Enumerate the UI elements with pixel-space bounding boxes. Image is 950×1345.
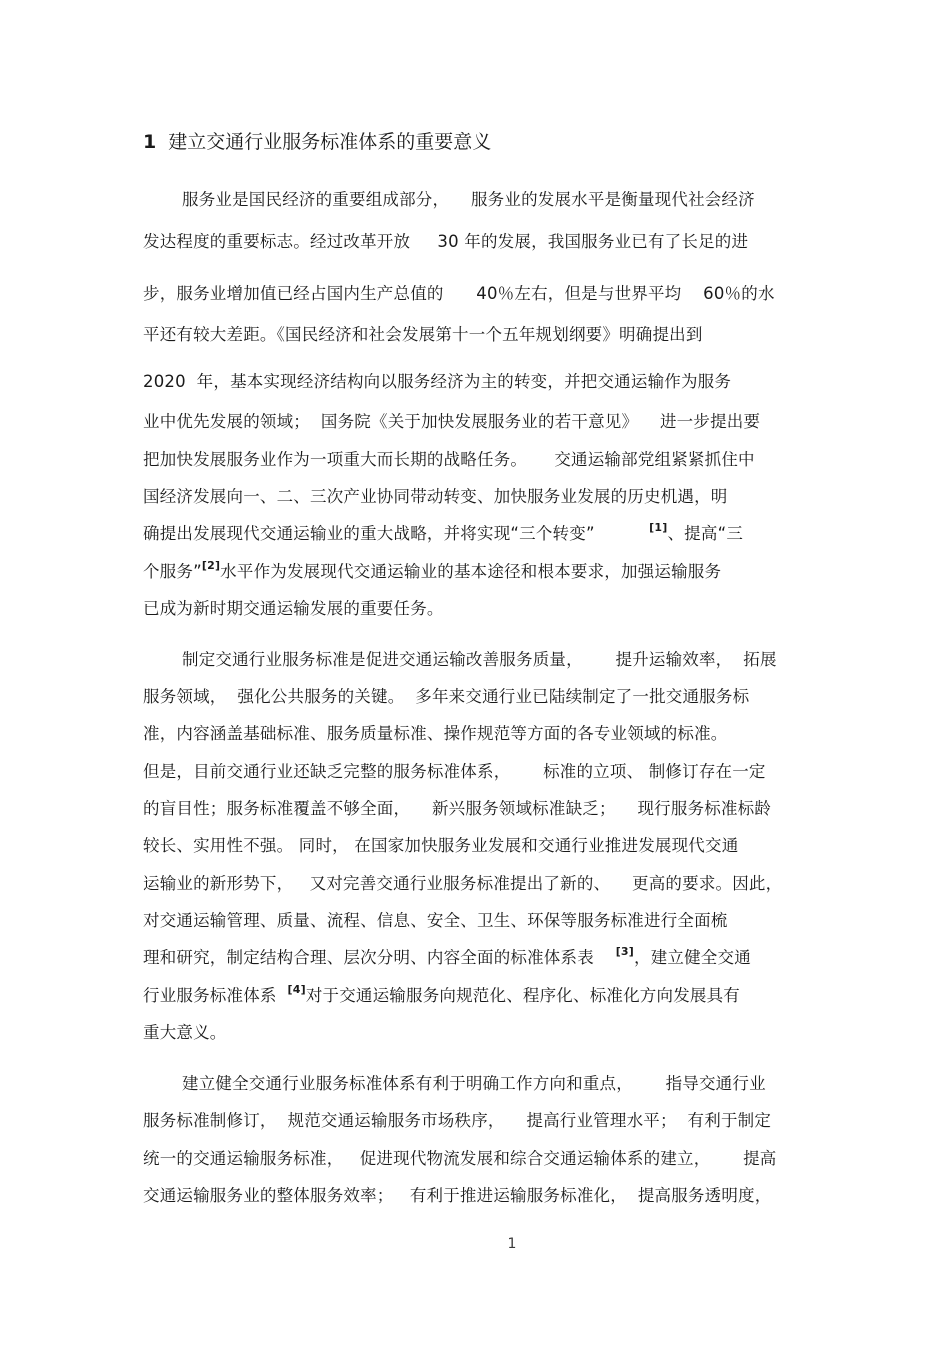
line-text: 、提高“三	[667, 524, 744, 543]
citation-ref: [3]	[615, 945, 634, 958]
line-text: 个服务”	[143, 562, 202, 581]
paragraph-line: 已成为新时期交通运输发展的重要任务。	[143, 599, 444, 618]
section-number: 1	[143, 131, 157, 153]
paragraph-line: 建立健全交通行业服务标准体系有利于明确工作方向和重点， 指导交通行业	[182, 1074, 766, 1093]
line-text: 确提出发展现代交通运输业的重大战略，并将实现“三个转变”	[143, 524, 595, 543]
section-heading	[143, 128, 491, 156]
citation-ref: [2]	[201, 559, 221, 572]
paragraph-line: 业中优先发展的领域； 国务院《关于加快发展服务业的若干意见》 进一步提出要	[143, 412, 761, 431]
paragraph-line: 服务业是国民经济的重要组成部分， 服务业的发展水平是衡量现代社会经济	[182, 190, 755, 209]
paragraph-line: 运输业的新形势下， 又对完善交通行业服务标准提出了新的、 更高的要求。因此，	[143, 874, 783, 893]
section-title: 建立交通行业服务标准体系的重要意义	[168, 131, 492, 153]
paragraph-line	[143, 984, 813, 1010]
paragraph-line: 把加快发展服务业作为一项重大而长期的战略任务。 交通运输部党组紧紧抓住中	[143, 450, 755, 469]
paragraph-line: 服务标准制修订， 规范交通运输服务市场秩序， 提高行业管理水平； 有利于制定	[143, 1111, 772, 1130]
paragraph-line: 准，内容涵盖基础标准、服务质量标准、操作规范等方面的各专业领域的标准。	[143, 724, 728, 743]
line-text: 水平作为发展现代交通运输业的基本途径和根本要求，加强运输服务	[220, 562, 722, 581]
paragraph-line	[143, 560, 813, 586]
paragraph-line: 交通运输服务业的整体服务效率； 有利于推进运输服务标准化， 提高服务透明度，	[143, 1186, 772, 1205]
paragraph-line: 对交通运输管理、质量、流程、信息、安全、卫生、环保等服务标准进行全面梳	[143, 911, 728, 930]
paragraph-line: 步，服务业增加值已经占国内生产总值的 40％左右，但是与世界平均 60％的水	[143, 284, 775, 303]
paragraph-line: 重大意义。	[143, 1023, 227, 1042]
line-text: 行业服务标准体系	[143, 986, 277, 1005]
paragraph-line: 发达程度的重要标志。经过改革开放 30 年的发展，我国服务业已有了长足的进	[143, 232, 749, 251]
page-number: 1	[507, 1236, 517, 1252]
line-text: ，建立健全交通	[634, 948, 751, 967]
line-text: 理和研究，制定结构合理、层次分明、内容全面的标准体系表	[143, 948, 594, 967]
paragraph-line: 国经济发展向一、二、三次产业协同带动转变、加快服务业发展的历史机遇，明	[143, 487, 728, 506]
paragraph-line: 统一的交通运输服务标准， 促进现代物流发展和综合交通运输体系的建立， 提高	[143, 1149, 777, 1168]
citation-ref: [4]	[287, 983, 306, 996]
paragraph-line: 较长、实用性不强。 同时， 在国家加快服务业发展和交通行业推进发展现代交通	[143, 836, 739, 855]
paragraph-line: 服务领域， 强化公共服务的关键。 多年来交通行业已陆续制定了一批交通服务标	[143, 687, 750, 706]
paragraph-line: 的盲目性；服务标准覆盖不够全面， 新兴服务领域标准缺乏； 现行服务标准标龄	[143, 799, 772, 818]
citation-ref: [1]	[649, 521, 668, 534]
paragraph-line: 2020 年，基本实现经济结构向以服务经济为主的转变，并把交通运输作为服务	[143, 372, 732, 391]
paragraph-line: 但是，目前交通行业还缺乏完整的服务标准体系， 标准的立项、 制修订存在一定	[143, 762, 766, 781]
paragraph-line	[143, 946, 813, 972]
line-text: 对于交通运输服务向规范化、程序化、标准化方向发展具有	[305, 986, 741, 1005]
paragraph-line: 平还有较大差距。《国民经济和社会发展第十一个五年规划纲要》明确提出到	[143, 325, 703, 344]
paragraph-line	[143, 522, 813, 548]
paragraph-line: 制定交通行业服务标准是促进交通运输改善服务质量， 提升运输效率， 拓展	[182, 650, 777, 669]
